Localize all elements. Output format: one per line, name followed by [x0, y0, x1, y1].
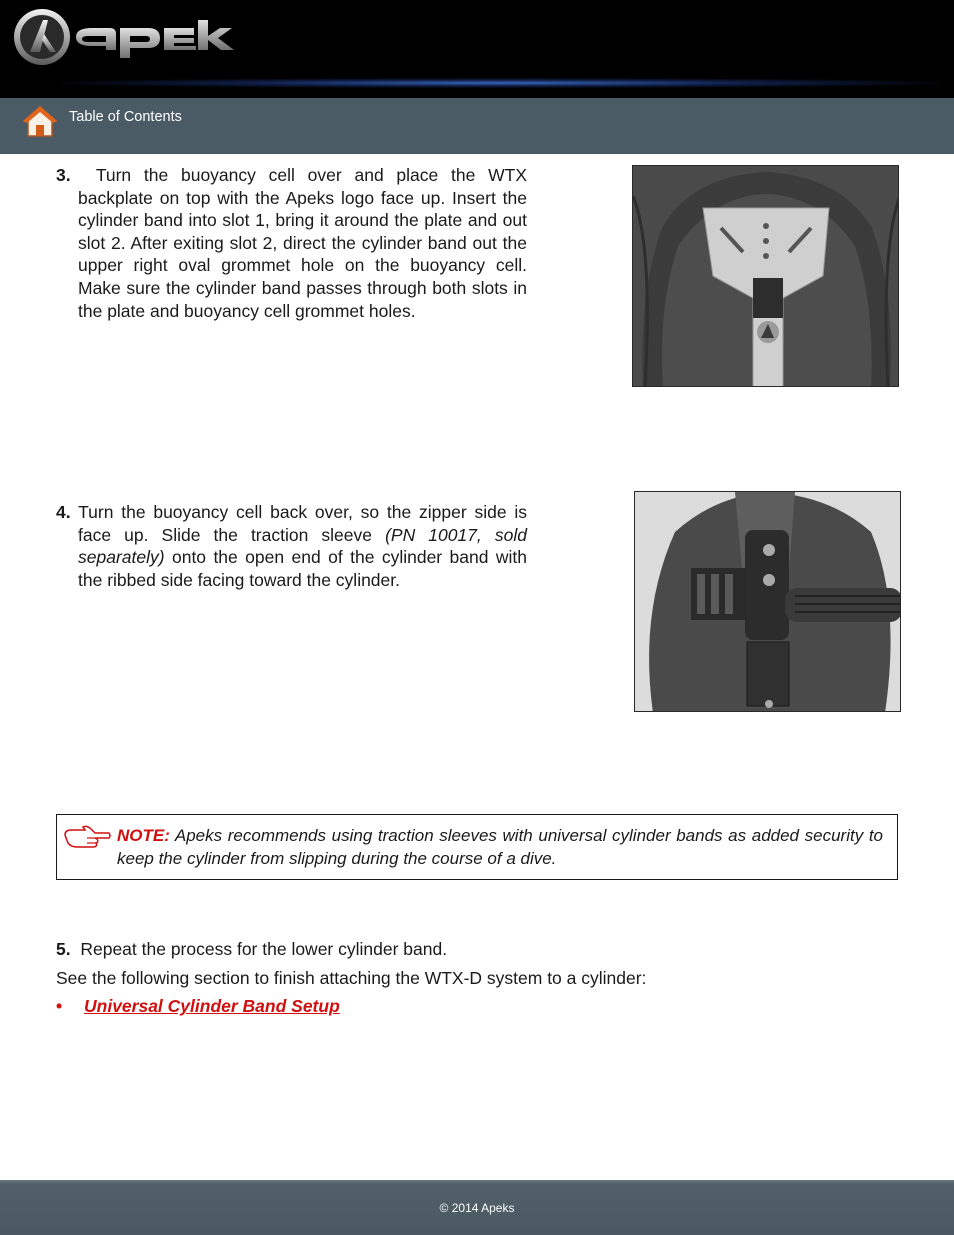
note-label: NOTE:	[117, 826, 170, 845]
table-of-contents-link[interactable]: Table of Contents	[69, 109, 182, 125]
note-text	[117, 824, 883, 870]
step-5	[56, 938, 447, 960]
step-5-number: 5.	[56, 939, 71, 959]
apeks-logo	[12, 6, 242, 68]
step-3	[56, 164, 527, 322]
header-glow-line	[60, 78, 940, 88]
traction-sleeve-illustration	[635, 492, 901, 712]
note-body: Apeks recommends using traction sleeves with universal cylinder bands as added security to keep the cylinder from slipping during the course of a dive.	[117, 826, 883, 868]
home-icon[interactable]	[22, 104, 58, 138]
navigation-bar	[0, 98, 954, 154]
backplate-photo	[632, 165, 899, 387]
pointing-hand-icon	[63, 825, 111, 849]
step-4-text-a: Turn the buoyancy cell back over, so the zipper side is face up. Slide the traction sleeve	[78, 502, 527, 545]
step-4	[56, 501, 527, 591]
step-3-number: 3.	[56, 165, 71, 185]
copyright-text: © 2014 Apeks	[439, 1201, 515, 1215]
bullet-marker: •	[56, 996, 63, 1016]
step-5-text: Repeat the process for the lower cylinder band.	[80, 939, 448, 959]
step-4-number: 4.	[56, 502, 71, 522]
step-3-text: Turn the buoyancy cell over and place the WTX backplate on top with the Apeks logo face up. Insert the cylinder band into slot 1, bring it around the plate and out slot 2. After exiting slot 2, direct the cylinder band out the upper right oval grommet hole on the buoyancy cell. Make sure the cylinder band passes through both slots in the plate and buoyancy cell grommet holes.	[78, 165, 527, 321]
backplate-illustration	[633, 166, 899, 387]
note-box	[56, 814, 898, 880]
traction-sleeve-photo	[634, 491, 901, 712]
step-4-text-b: onto the open end of the cylinder band with the ribbed side facing toward the cylinder.	[78, 547, 527, 590]
universal-cylinder-band-setup-link[interactable]: Universal Cylinder Band Setup	[84, 996, 340, 1016]
follow-up-text: See the following section to finish attaching the WTX-D system to a cylinder:	[56, 968, 647, 988]
step-4-part-number: (PN 10017, sold separately)	[78, 524, 527, 568]
brand-header	[0, 0, 954, 98]
